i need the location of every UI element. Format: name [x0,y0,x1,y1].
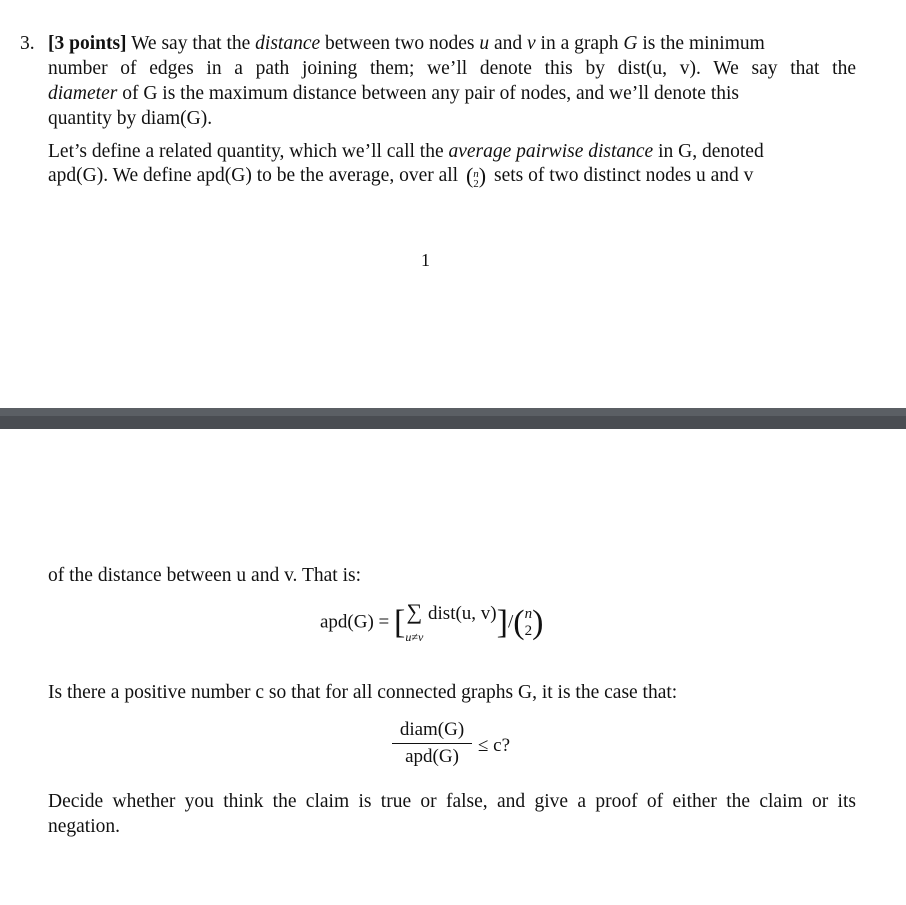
term-diameter: diameter [48,83,118,104]
page-2 [0,429,906,905]
term-distance: distance [255,33,321,54]
closing-line-2: negation. [48,816,121,837]
points-label: [3 points] [48,33,127,54]
page-1 [0,0,906,408]
continuation-line: of the distance between u and v. That is: [48,565,361,586]
term-apd: average pairwise distance [448,141,654,162]
problem-line-4: quantity by diam(G). [48,108,213,129]
binomial-n-choose-2: (n 2) [465,163,487,190]
inequality-bound: ≤ c? [478,735,511,756]
fraction-numerator: diam(G) [399,719,465,740]
problem-line-2: number of edges in a path joining them; we’ll denote this by dist(u, v). We say that the [48,58,856,79]
page-separator [0,408,906,429]
problem-line-5: Let’s define a related quantity, which we’ll call the average pairwise distance in G, denoted [48,141,764,162]
fraction-denominator: apd(G) [405,746,459,767]
problem-line-6: apd(G). We define apd(G) to be the average, over all (n 2) sets of two distinct nodes u and v [48,163,754,190]
ratio-fraction [392,719,472,768]
apd-equation: apd(G) = [∑ u≠v dist(u, v)]/(n 2) [320,599,544,644]
problem-line-3: diameter of G is the maximum distance between any pair of nodes, and we’ll denote this [48,83,739,104]
problem-line-1: [3 points] We say that the distance between two nodes u and v in a graph G is the minimum [48,33,765,54]
item-number: 3. [20,33,35,54]
question-line: Is there a positive number c so that for all connected graphs G, it is the case that: [48,682,678,703]
closing-line-1: Decide whether you think the claim is true or false, and give a proof of either the claim or its [48,791,856,812]
page-number: 1 [421,250,430,270]
